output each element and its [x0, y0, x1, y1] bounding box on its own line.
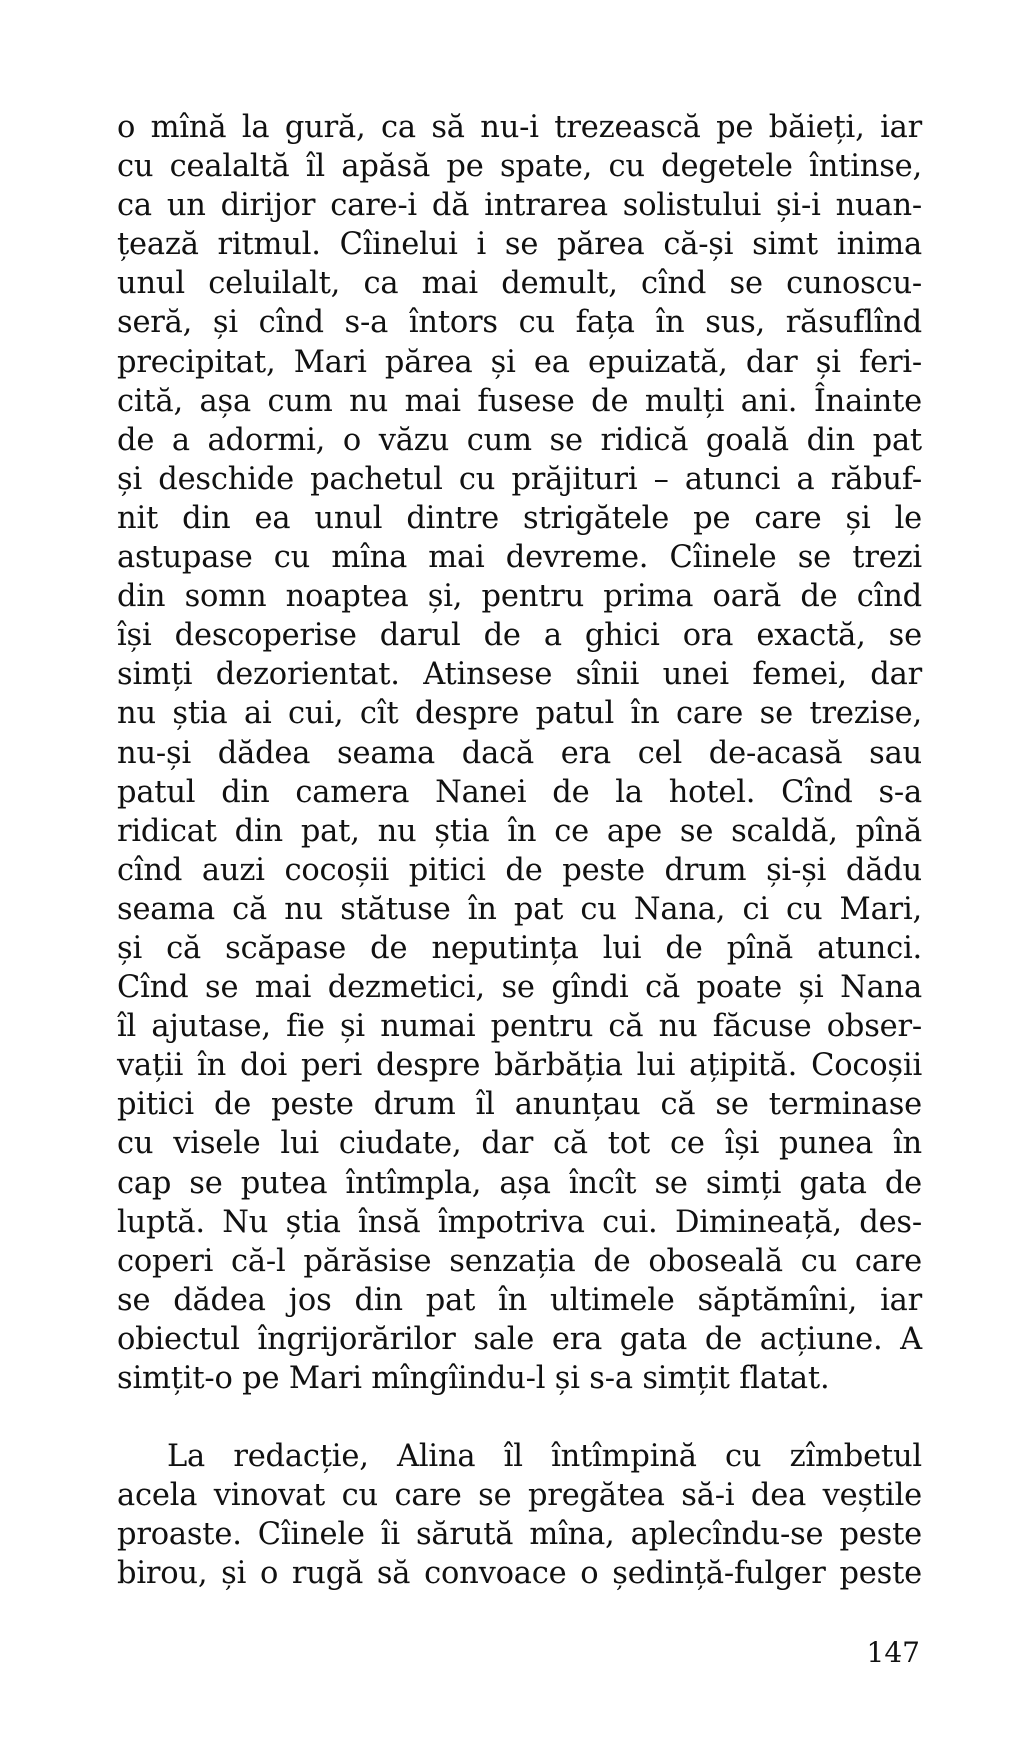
text-line: astupase cu mîna mai devreme. Cîinele se trezi — [117, 540, 922, 576]
text-line: birou, și o rugă să convoace o ședință-fulger peste — [117, 1556, 922, 1592]
text-line: cu cealaltă îl apăsă pe spate, cu degetele întinse, — [117, 149, 922, 185]
text-line: nu-și dădea seama dacă era cel de-acasă sau — [117, 735, 922, 771]
text-line: cap se putea întîmpla, așa încît se simți gata de — [117, 1165, 922, 1201]
paragraph-break — [117, 1398, 922, 1437]
book-page — [117, 108, 922, 1593]
text-line: țează ritmul. Cîinelui i se părea că-și simt inima — [117, 227, 922, 263]
text-line: seama că nu stătuse în pat cu Nana, ci cu Mari, — [117, 891, 922, 927]
text-line: proaste. Cîinele îi sărută mîna, aplecîndu-se peste — [117, 1517, 922, 1553]
text-line: unul celuilalt, ca mai demult, cînd se cunoscu- — [117, 266, 922, 302]
text-line: acela vinovat cu care se pregătea să-i dea veștile — [117, 1478, 922, 1514]
page-number: 147 — [866, 1636, 920, 1669]
text-line: cînd auzi cocoșii pitici de peste drum și-și dădu — [117, 852, 922, 888]
text-line: simți dezorientat. Atinsese sînii unei femei, dar — [117, 657, 922, 693]
text-line: ridicat din pat, nu știa în ce ape se scaldă, pînă — [117, 813, 922, 849]
paragraph-2 — [117, 1437, 922, 1593]
text-line: precipitat, Mari părea și ea epuizată, dar și feri- — [117, 344, 922, 380]
text-line: o mînă la gură, ca să nu-i trezească pe băieți, iar — [117, 110, 922, 145]
text-line: luptă. Nu știa însă împotriva cui. Dimineață, des- — [117, 1204, 922, 1240]
text-line: seră, și cînd s-a întors cu fața în sus, răsuflînd — [117, 305, 922, 341]
text-line: își descoperise darul de a ghici ora exactă, se — [117, 618, 922, 654]
text-line: coperi că-l părăsise senzația de oboseală cu care — [117, 1243, 922, 1279]
text-line: de a adormi, o văzu cum se ridică goală din pat — [117, 422, 922, 458]
text-line: cu visele lui ciudate, dar că tot ce își punea în — [117, 1126, 922, 1162]
text-line: vații în doi peri despre bărbăția lui ațipită. Cocoșii — [117, 1048, 922, 1084]
text-line: simțit-o pe Mari mîngîindu-l și s-a simțit flatat. — [117, 1361, 830, 1396]
text-line: La redacție, Alina îl întîmpină cu zîmbetul — [167, 1439, 922, 1475]
text-line: pitici de peste drum îl anunțau că se terminase — [117, 1087, 922, 1123]
text-line: obiectul îngrijorărilor sale era gata de acțiune. A — [117, 1321, 922, 1357]
text-line: cită, așa cum nu mai fusese de mulți ani. Înainte — [117, 383, 922, 419]
text-line: din somn noaptea și, pentru prima oară de cînd — [117, 579, 922, 615]
text-line: Cînd se mai dezmetici, se gîndi că poate și Nana — [117, 970, 922, 1006]
text-line: nit din ea unul dintre strigătele pe care și le — [117, 500, 922, 536]
text-line: și deschide pachetul cu prăjituri – atunci a răbuf- — [117, 461, 922, 497]
text-line: se dădea jos din pat în ultimele săptămîni, iar — [117, 1282, 922, 1318]
text-line: îl ajutase, fie și numai pentru că nu făcuse obser- — [117, 1009, 922, 1045]
text-line: ca un dirijor care-i dă intrarea solistului și-i nuan- — [117, 188, 922, 224]
text-line: nu știa ai cui, cît despre patul în care se trezise, — [117, 696, 922, 732]
text-line: și că scăpase de neputința lui de pînă atunci. — [117, 930, 922, 966]
text-line: patul din camera Nanei de la hotel. Cînd s-a — [117, 774, 922, 810]
paragraph-1 — [117, 108, 922, 1398]
